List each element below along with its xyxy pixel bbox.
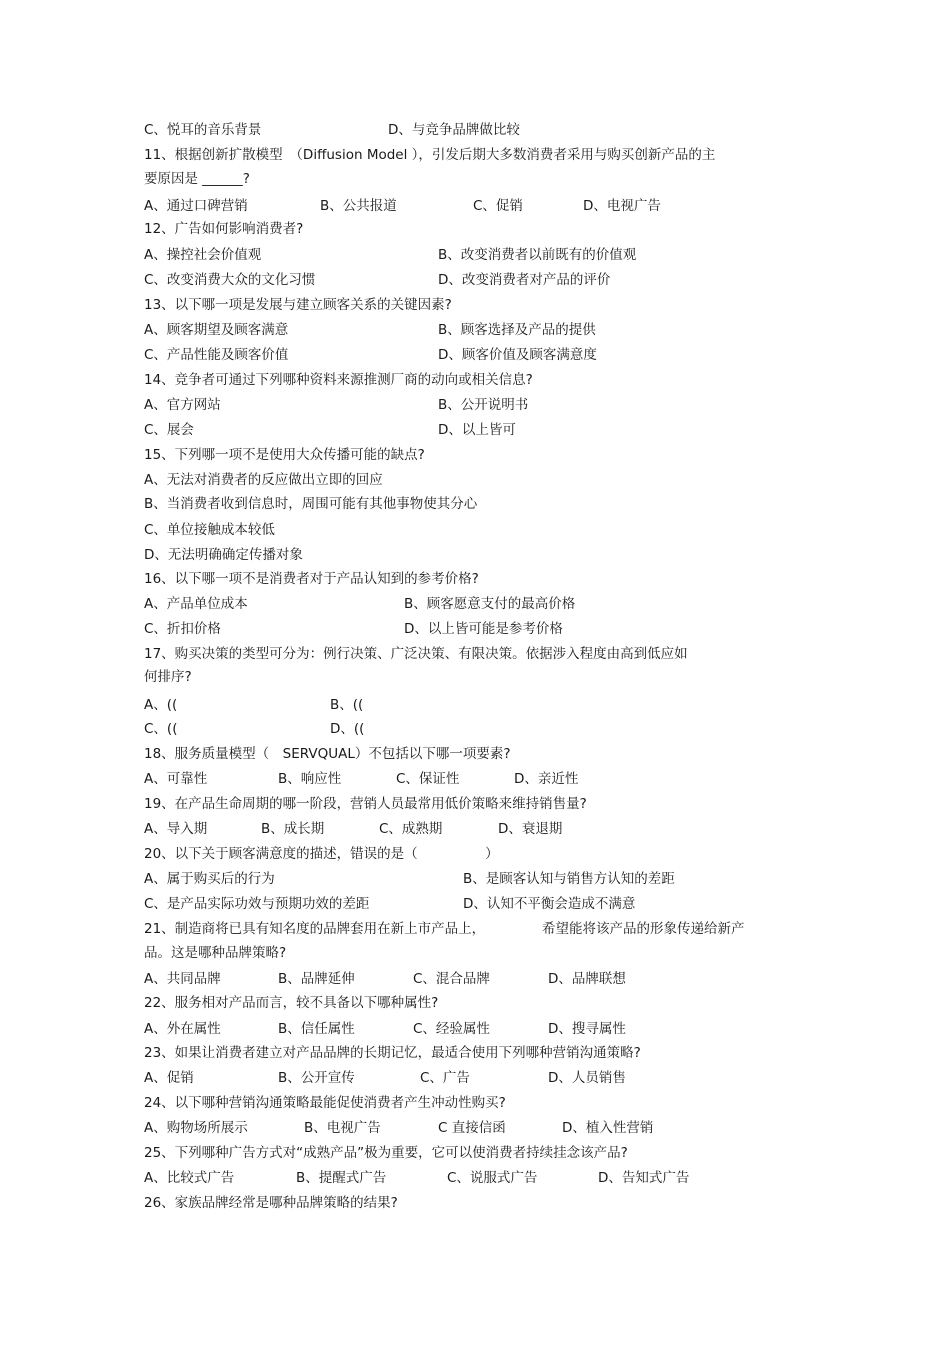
option-text: D、植入性营销: [562, 1120, 654, 1136]
option-text: D、衰退期: [498, 821, 563, 837]
line-text: 21、制造商将已具有知名度的品牌套用在新上市产品上，: [144, 921, 486, 937]
line-text: A、官方网站: [144, 397, 221, 413]
line-text: 26、家族品牌经常是哪种品牌策略的结果?: [144, 1195, 398, 1211]
line-text: A、产品单位成本: [144, 596, 248, 612]
option-text: B、响应性: [278, 771, 342, 787]
option-text: D、品牌联想: [548, 971, 626, 987]
option-text: D、以上皆可: [438, 422, 516, 438]
line-text: C、产品性能及顾客价值: [144, 347, 289, 363]
option-text: D、以上皆可能是参考价格: [404, 621, 563, 637]
line-text: 24、以下哪种营销沟通策略最能促使消费者产生冲动性购买?: [144, 1095, 506, 1111]
line-text: 11、根据创新扩散模型 （Diffusion Model ），引发后期大多数消费者采用与购买创新产品的主: [144, 147, 716, 163]
option-text: B、顾客愿意支付的最高价格: [404, 596, 576, 612]
line-text: A、导入期: [144, 821, 208, 837]
line-text: 23、如果让消费者建立对产品品牌的长期记忆，最适合使用下列哪种营销沟通策略?: [144, 1045, 641, 1061]
option-text: C、广告: [420, 1070, 470, 1086]
line-text: C、是产品实际功效与预期功效的差距: [144, 896, 370, 912]
option-text: B、顾客选择及产品的提供: [438, 322, 596, 338]
line-text: 14、竞争者可通过下列哪种资料来源推测厂商的动向或相关信息?: [144, 372, 533, 388]
option-text: D、人员销售: [548, 1070, 626, 1086]
option-text: C、促销: [473, 198, 523, 214]
line-text: 何排序?: [144, 669, 192, 685]
line-text: 要原因是 ______?: [144, 171, 250, 187]
line-text: 17、购买决策的类型可分为：例行决策、广泛决策、有限决策。依据涉入程度由高到低应如: [144, 646, 688, 662]
line-text: A、比较式广告: [144, 1170, 235, 1186]
option-text: D、亲近性: [514, 771, 579, 787]
option-text: C 直接信函: [438, 1120, 506, 1136]
line-text: 品。这是哪种品牌策略?: [144, 945, 287, 961]
option-text: B、公开宣传: [278, 1070, 355, 1086]
line-text: A、((: [144, 697, 178, 713]
line-text: 13、以下哪一项是发展与建立顾客关系的关键因素?: [144, 297, 452, 313]
option-text: C、混合品牌: [413, 971, 490, 987]
line-text: 20、以下关于顾客满意度的描述，错误的是（ ）: [144, 846, 499, 862]
line-text: A、操控社会价值观: [144, 247, 262, 263]
line-text: A、促销: [144, 1070, 194, 1086]
line-text: 12、广告如何影响消费者?: [144, 221, 304, 237]
option-text: D、告知式广告: [598, 1170, 690, 1186]
line-text: A、无法对消费者的反应做出立即的回应: [144, 472, 383, 488]
option-text: B、公共报道: [320, 198, 397, 214]
option-text: D、顾客价值及顾客满意度: [438, 347, 597, 363]
line-text: C、折扣价格: [144, 621, 221, 637]
line-text: D、无法明确确定传播对象: [144, 547, 303, 563]
line-text: 25、下列哪种广告方式对“成熟产品”极为重要，它可以使消费者持续挂念该产品?: [144, 1145, 628, 1161]
option-text: C、保证性: [396, 771, 460, 787]
line-text: A、购物场所展示: [144, 1120, 248, 1136]
option-text: B、((: [330, 697, 364, 713]
line-text: 16、以下哪一项不是消费者对于产品认知到的参考价格?: [144, 571, 479, 587]
line-text: A、顾客期望及顾客满意: [144, 322, 289, 338]
line-text: C、单位接触成本较低: [144, 522, 275, 538]
option-text: D、电视广告: [583, 198, 661, 214]
option-text: B、是顾客认知与销售方认知的差距: [463, 871, 675, 887]
option-text: B、信任属性: [278, 1021, 355, 1037]
option-text: C、说服式广告: [447, 1170, 538, 1186]
option-text: B、成长期: [261, 821, 325, 837]
line-text: C、((: [144, 721, 178, 737]
option-text: D、认知不平衡会造成不满意: [463, 896, 636, 912]
option-text: B、公开说明书: [438, 397, 529, 413]
option-text: 希望能将该产品的形象传递给新产: [542, 921, 745, 937]
line-text: A、外在属性: [144, 1021, 221, 1037]
line-text: C、改变消费大众的文化习惯: [144, 272, 316, 288]
line-text: A、可靠性: [144, 771, 208, 787]
option-text: D、((: [330, 721, 365, 737]
line-text: A、共同品牌: [144, 971, 221, 987]
line-text: 22、服务相对产品而言，较不具备以下哪种属性?: [144, 995, 439, 1011]
line-text: 15、下列哪一项不是使用大众传播可能的缺点?: [144, 447, 425, 463]
option-text: B、改变消费者以前既有的价值观: [438, 247, 637, 263]
option-text: C、经验属性: [413, 1021, 490, 1037]
line-text: 18、服务质量模型（ SERVQUAL）不包括以下哪一项要素?: [144, 746, 511, 762]
option-text: B、电视广告: [304, 1120, 381, 1136]
line-text: A、属于购买后的行为: [144, 871, 275, 887]
option-text: D、改变消费者对产品的评价: [438, 272, 611, 288]
option-text: B、提醒式广告: [296, 1170, 387, 1186]
line-text: 19、在产品生命周期的哪一阶段，营销人员最常用低价策略来维持销售量?: [144, 796, 587, 812]
line-text: C、悦耳的音乐背景: [144, 122, 262, 138]
option-text: D、搜寻属性: [548, 1021, 626, 1037]
option-text: C、成熟期: [379, 821, 443, 837]
line-text: A、通过口碑营销: [144, 198, 248, 214]
line-text: B、当消费者收到信息时，周围可能有其他事物使其分心: [144, 496, 478, 512]
line-text: C、展会: [144, 422, 194, 438]
option-text: D、与竞争品牌做比较: [388, 122, 520, 138]
option-text: B、品牌延伸: [278, 971, 355, 987]
